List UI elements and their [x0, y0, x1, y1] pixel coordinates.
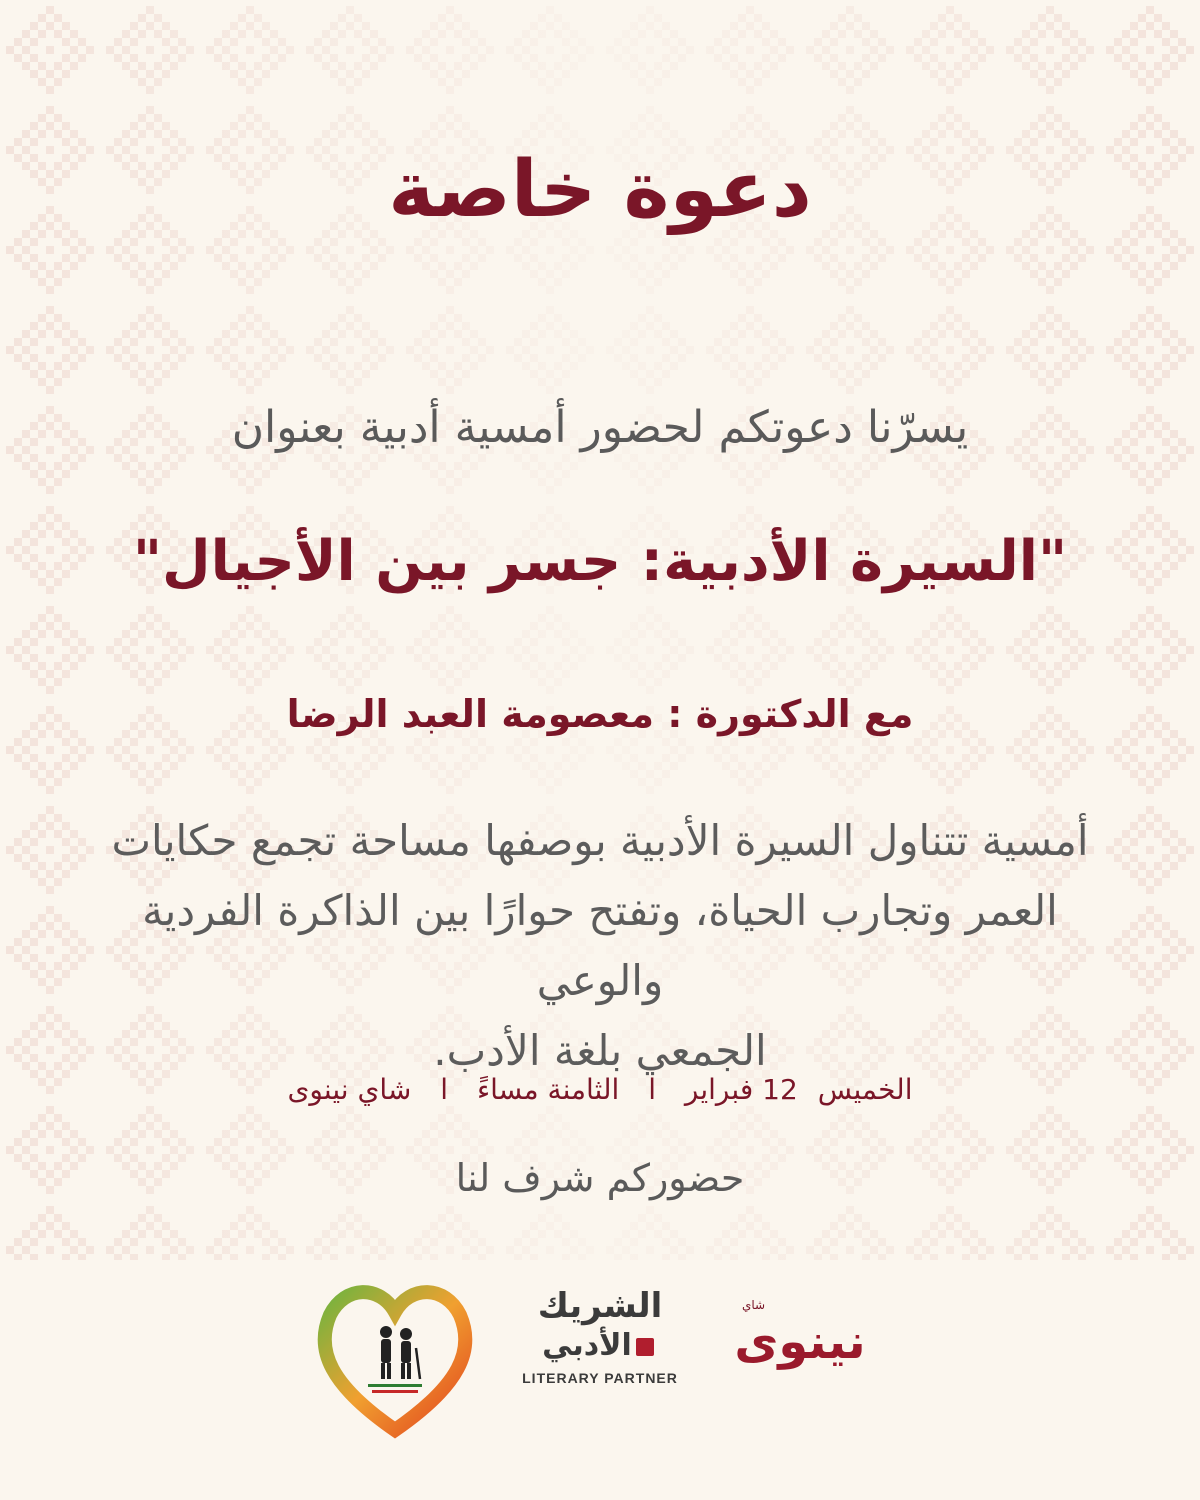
event-venue: شاي نينوى: [287, 1073, 412, 1106]
event-title: "السيرة الأدبية: جسر بين الأجيال": [132, 529, 1068, 594]
event-date: 12 فبراير: [684, 1073, 798, 1106]
ninawa-main-label: نينوى: [734, 1314, 866, 1370]
event-details: [0, 1070, 1200, 1110]
partner-line-2: الأدبي: [542, 1328, 632, 1363]
event-description: [80, 806, 1120, 1086]
ninawa-logo: [720, 1298, 880, 1398]
ninawa-small-label: شاي: [742, 1298, 766, 1312]
partner-line-1: الشريك: [537, 1286, 663, 1326]
event-day: الخميس: [817, 1073, 913, 1106]
description-line-2: العمر وتجارب الحياة، وتفتح حوارًا بين الذاكرة الفردية والوعي: [142, 886, 1058, 1005]
invitation-title: دعوة خاصة: [388, 145, 812, 235]
literary-partner-logo: [515, 1286, 685, 1426]
description-line-3: الجمعي بلغة الأدب.: [433, 1026, 767, 1075]
details-separator: ا: [440, 1073, 449, 1106]
closing-line: حضوركم شرف لنا: [455, 1156, 745, 1200]
partner-english: LITERARY PARTNER: [522, 1370, 678, 1386]
description-line-1: أمسية تتناول السيرة الأدبية بوصفها مساحة تجمع حكايات: [111, 816, 1089, 865]
event-time: الثامنة مساءً: [476, 1073, 620, 1106]
details-separator: ا: [648, 1073, 656, 1106]
invitation-intro: يسرّنا دعوتكم لحضور أمسية أدبية بعنوان: [231, 402, 969, 453]
speaker-line: مع الدكتورة : معصومة العبد الرضا: [286, 692, 914, 736]
heart-elderly-couple-icon: [310, 1270, 480, 1440]
book-icon: [636, 1338, 654, 1356]
sponsor-logos: [300, 1270, 900, 1450]
